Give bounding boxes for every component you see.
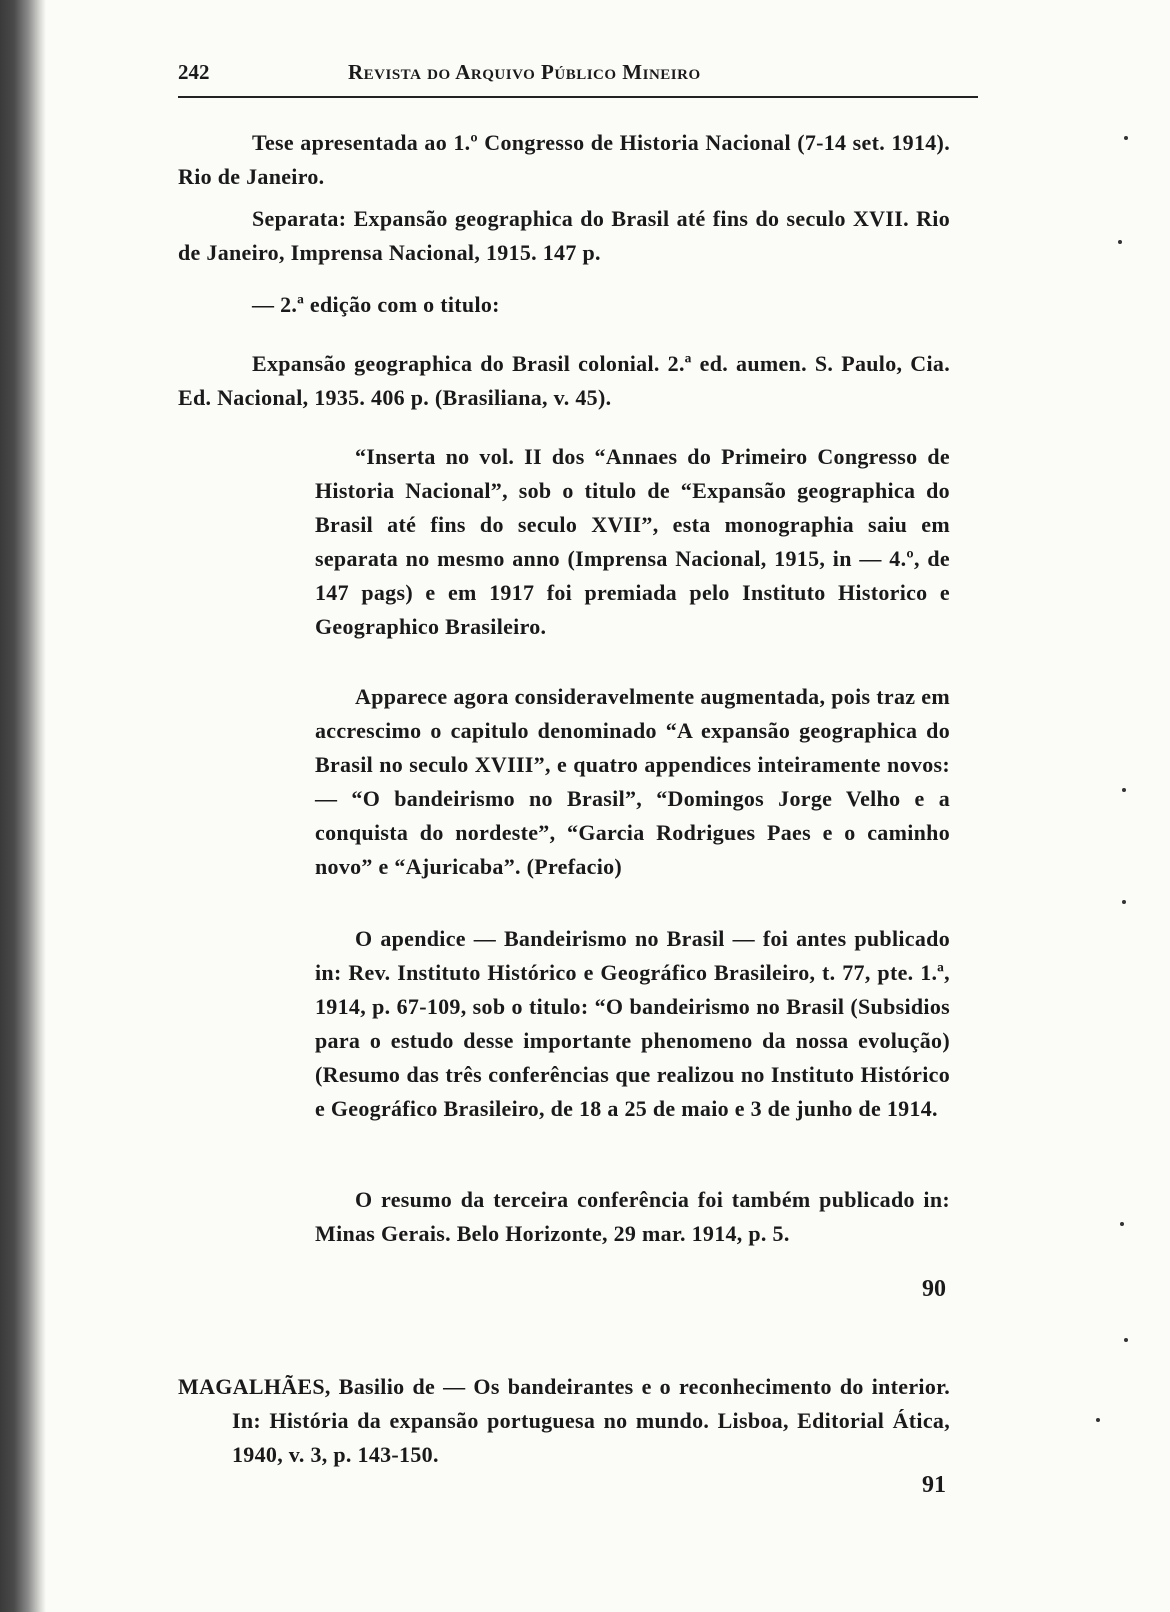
second-edition-paragraph: Expansão geographica do Brasil colonial. 2.ª ed. aumen. S. Paulo, Cia. Ed. Nacional, 1935. 406 p. (Brasiliana, v. 45). — [178, 351, 950, 410]
scan-speck — [1118, 240, 1122, 244]
scan-speck — [1122, 900, 1126, 904]
second-edition-intro: — 2.ª edição com o titulo: — [252, 292, 500, 317]
entry-number-90: 90 — [922, 1276, 946, 1302]
thesis-paragraph: Tese apresentada ao 1.º Congresso de Historia Nacional (7-14 set. 1914). Rio de Janeiro. — [178, 130, 950, 189]
magalhaes-citation: MAGALHÃES, Basilio de — Os bandeirantes e o reconhecimento do interior. In: História da expansão portuguesa no mundo. Lisboa, Editorial Ática, 1940, v. 3, p. 143-150. — [178, 1374, 950, 1467]
separata-paragraph: Separata: Expansão geographica do Brasil até fins do seculo XVII. Rio de Janeiro, Imprensa Nacional, 1915. 147 p. — [178, 206, 950, 265]
page-header — [178, 56, 978, 98]
entry-number-91: 91 — [922, 1472, 946, 1498]
page-number: 242 — [178, 60, 210, 84]
note-paragraph-1: O apendice — Bandeirismo no Brasil — foi antes publicado in: Rev. Instituto Histórico e Geográfico Brasileiro, t. 77, pte. 1.ª, 1914, p. 67-109, sob o titulo: “O bandeirismo no Brasil (Subsidios para o estudo desse importante phenomeno da nossa evolução) (Resumo das três conferências que realizou no Instituto Histórico e Geográfico Brasileiro, de 18 a 25 de maio e 3 de junho de 1914. — [315, 926, 950, 1121]
note-paragraph-2: O resumo da terceira conferência foi também publicado in: Minas Gerais. Belo Horizonte, 29 mar. 1914, p. 5. — [315, 1187, 950, 1246]
page-binding-edge — [0, 0, 46, 1612]
scan-speck — [1124, 136, 1128, 140]
scan-speck — [1124, 1338, 1128, 1342]
scan-speck — [1096, 1418, 1100, 1422]
running-title: Revista do Arquivo Público Mineiro — [348, 60, 701, 84]
quote-paragraph-2: Apparece agora consideravelmente augmentada, pois traz em accrescimo o capitulo denominado “A expansão geographica do Brasil no seculo XVIII”, e quatro appendices inteiramente novos: — “O bandeirismo no Brasil”, “Domingos Jorge Velho e a conquista do nordeste”, “Garcia Rodrigues Paes e o caminho novo” e “Ajuricaba”. (Prefacio) — [315, 684, 950, 879]
scan-speck — [1120, 1222, 1124, 1226]
scan-speck — [1122, 788, 1126, 792]
quote-paragraph-1: “Inserta no vol. II dos “Annaes do Primeiro Congresso de Historia Nacional”, sob o titulo de “Expansão geographica do Brasil até fins do seculo XVII”, esta monographia saiu em separata no mesmo anno (Imprensa Nacional, 1915, in — 4.º, de 147 pags) e em 1917 foi premiada pelo Instituto Historico e Geographico Brasileiro. — [315, 444, 950, 639]
